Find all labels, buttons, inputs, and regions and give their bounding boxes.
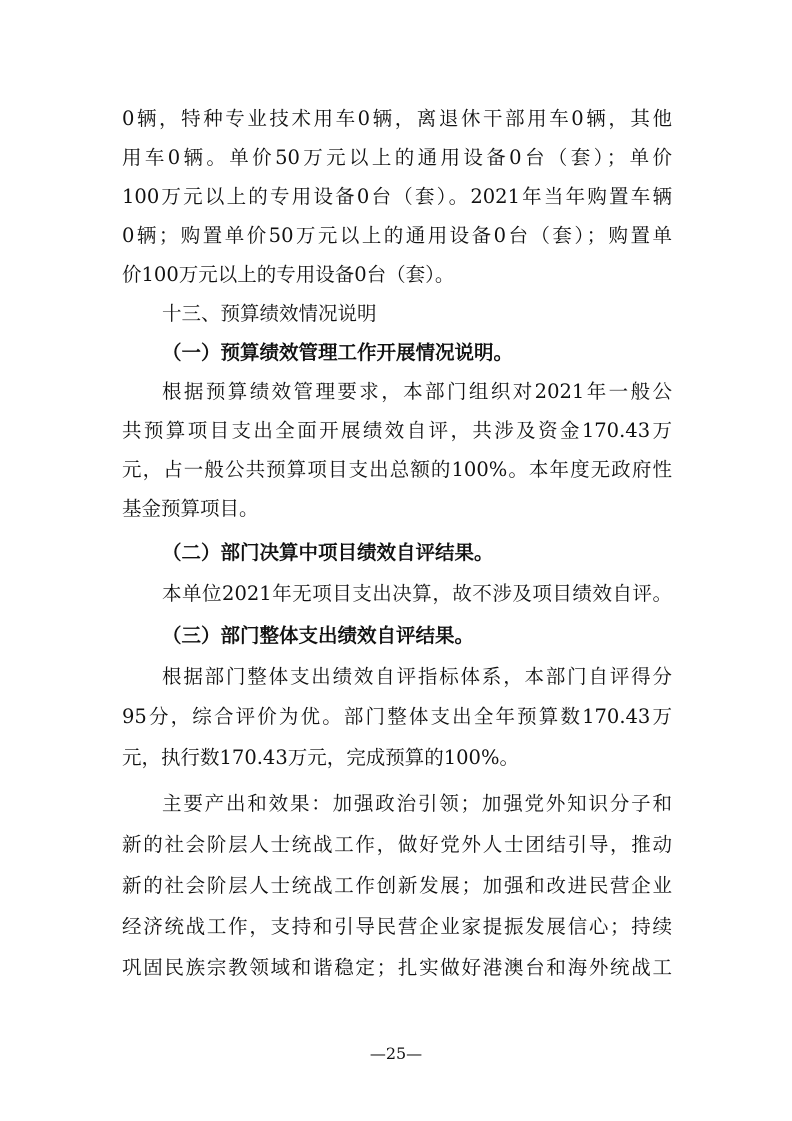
section-heading: 十三、预算绩效情况说明 xyxy=(162,302,377,325)
page-number: —25— xyxy=(369,1044,423,1063)
body-text-line: 根据部门整体支出绩效自评指标体系，本部门自评得分 xyxy=(162,665,672,688)
body-text-line: 100万元以上的专用设备0台（套）。2021年当年购置车辆 xyxy=(122,185,672,208)
body-text-line: 元，占一般公共预算项目支出总额的100%。本年度无政府性 xyxy=(122,458,672,481)
body-text-line: 95分，综合评价为优。部门整体支出全年预算数170.43万 xyxy=(122,705,672,728)
body-text-line: 价100万元以上的专用设备0台（套）。 xyxy=(122,263,455,286)
body-text-line: 经济统战工作，支持和引导民营企业家提振发展信心；持续 xyxy=(122,915,672,938)
body-text-line: 基金预算项目。 xyxy=(122,497,259,520)
body-text-line: 共预算项目支出全面开展绩效自评，共涉及资金170.43万 xyxy=(122,419,672,442)
subsection-heading: （三）部门整体支出绩效自评结果。 xyxy=(162,624,475,647)
body-text-line: 元，执行数170.43万元，完成预算的100%。 xyxy=(122,746,519,769)
body-text-line: 新的社会阶层人士统战工作，做好党外人士团结引导，推动 xyxy=(122,833,672,856)
body-text-line: 巩固民族宗教领域和谐稳定；扎实做好港澳台和海外统战工 xyxy=(122,956,672,979)
body-text-line: 根据预算绩效管理要求，本部门组织对2021年一般公 xyxy=(162,380,672,403)
body-text-line: 用车0辆。单价50万元以上的通用设备0台（套）；单价 xyxy=(122,146,672,169)
body-text-line: 0辆；购置单价50万元以上的通用设备0台（套）；购置单 xyxy=(122,224,672,247)
body-text-line: 本单位2021年无项目支出决算，故不涉及项目绩效自评。 xyxy=(162,582,672,605)
subsection-heading: （二）部门决算中项目绩效自评结果。 xyxy=(162,541,494,564)
body-text-line: 主要产出和效果：加强政治引领；加强党外知识分子和 xyxy=(162,792,672,815)
body-text-line: 新的社会阶层人士统战工作创新发展；加强和改进民营企业 xyxy=(122,874,672,897)
subsection-heading: （一）预算绩效管理工作开展情况说明。 xyxy=(162,341,514,364)
body-text-line: 0辆，特种专业技术用车0辆，离退休干部用车0辆，其他 xyxy=(122,107,672,130)
